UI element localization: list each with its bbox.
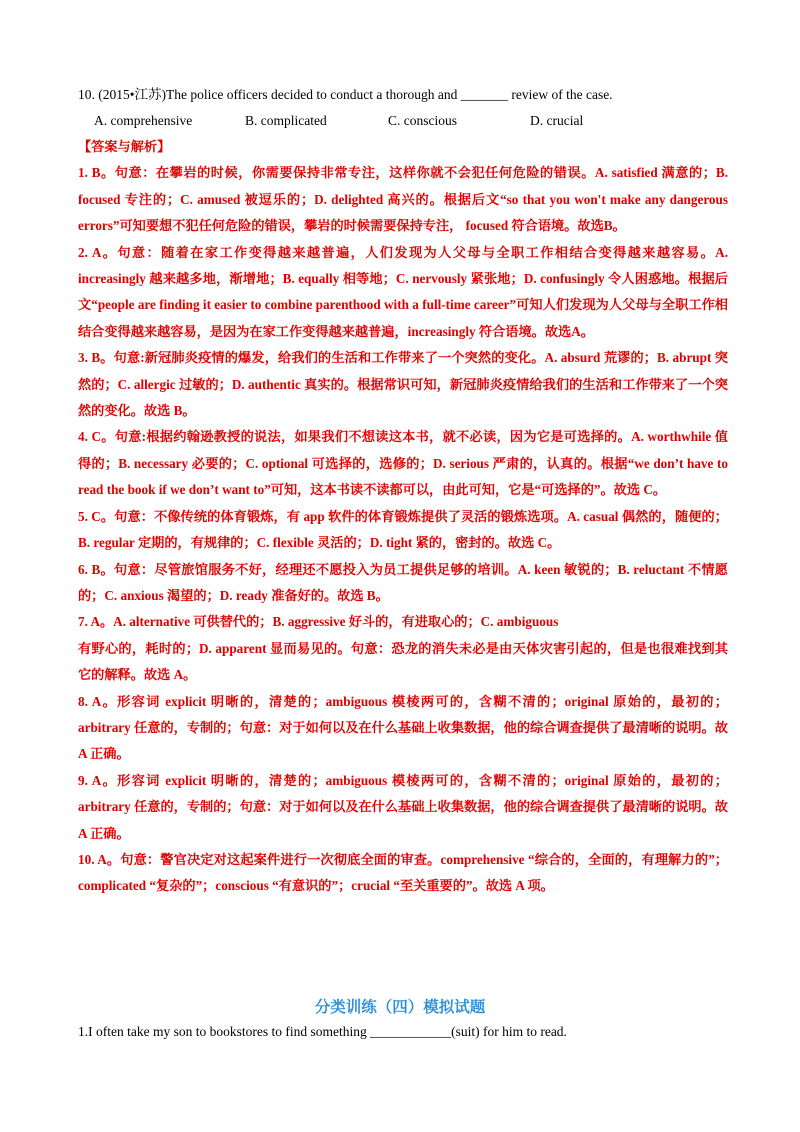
section-title: 分类训练（四）模拟试题 bbox=[314, 998, 486, 1016]
answer-heading: 【答案与解析】 bbox=[78, 139, 171, 154]
answer-item-10: 10. A。句意：警官决定对这起案件进行一次彻底全面的审查。comprehensive “综合的，全面的，有理解力的”；complicated “复杂的”；conscious “有意识的”；crucial “至关重要的”。故选 A 项。 bbox=[78, 851, 728, 894]
answer-item-9: 9. A。形容词 explicit 明晰的，清楚的；ambiguous 模棱两可的，含糊不清的；original 原始的，最初的；arbitrary 任意的，专制的；句意：对于如何以及在什么基础上收集数据，他的综合调查提供了最清晰的说明。故 A 正确。 bbox=[78, 772, 728, 841]
next-question-1: 1.I often take my son to bookstores to find something ____________(suit) for him to read. bbox=[78, 1024, 567, 1039]
answer-item-5: 5. C。句意：不像传统的体育锻炼，有 app 软件的体育锻炼提供了灵活的锻炼选项。A. casual 偶然的，随便的；B. regular 定期的，有规律的；C. flexible 灵活的；D. tight 紧的，密封的。故选 C。 bbox=[78, 508, 728, 551]
question-10-stem: 10. (2015•江苏)The police officers decided to conduct a thorough and _______ review of the case. bbox=[78, 87, 613, 102]
answer-item-4: 4. C。句意:根据约翰逊教授的说法，如果我们不想读这本书，就不必读，因为它是可选择的。A. worthwhile 值得的；B. necessary 必要的；C. optional 可选择的，选修的；D. serious 严肃的，认真的。根据“we don’t have to read the book if we don’t want to”可知，这本书读不读都可以，由此可知，它是“可选择的”。故选 C。 bbox=[78, 429, 728, 498]
option-a: A. comprehensive bbox=[94, 113, 193, 128]
option-c: C. conscious bbox=[388, 113, 457, 128]
answer-explanations bbox=[78, 134, 728, 900]
option-b: B. complicated bbox=[245, 113, 327, 128]
answer-item-8: 8. A。形容词 explicit 明晰的，清楚的；ambiguous 模棱两可的，含糊不清的；original 原始的，最初的；arbitrary 任意的，专制的；句意：对于如何以及在什么基础上收集数据，他的综合调查提供了最清晰的说明。故 A 正确。 bbox=[78, 693, 728, 762]
answer-item-3: 3. B。句意:新冠肺炎疫情的爆发，给我们的生活和工作带来了一个突然的变化。A. absurd 荒谬的；B. abrupt 突然的；C. allergic 过敏的；D. authentic 真实的。根据常识可知，新冠肺炎疫情给我们的生活和工作带来了一个突然的变化。故选 B。 bbox=[78, 350, 728, 419]
answer-item-2: 2. A。句意：随着在家工作变得越来越普遍，人们发现为人父母与全职工作相结合变得越来越容易。A. increasingly 越来越多地，渐增地；B. equally 相等地；C. nervously 紧张地；D. confusingly 令人困惑地。根据后文“people are finding it easier to combine parenthood with a full-time career”可知人们发现为人父母与全职工作相结合变得越来越容易，是因为在家工作变得越来越普遍，increasingly 符合语境。故选A。 bbox=[78, 244, 728, 339]
option-d: D. crucial bbox=[530, 113, 584, 128]
answer-item-6: 6. B。句意：尽管旅馆服务不好，经理还不愿投入为员工提供足够的培训。A. keen 敏锐的；B. reluctant 不情愿的；C. anxious 渴望的；D. ready 准备好的。故选 B。 bbox=[78, 561, 728, 603]
answer-item-1: 1. B。句意：在攀岩的时候，你需要保持非常专注，这样你就不会犯任何危险的错误。A. satisfied 满意的；B. focused 专注的；C. amused 被逗乐的；D. delighted 高兴的。根据后文“so that you won't make any dangerous errors”可知要想不犯任何危险的错误，攀岩的时候需要保持专注， focused 符合语境。故选B。 bbox=[78, 165, 728, 234]
answer-item-7: 7. A。A. alternative 可供替代的；B. aggressive 好斗的，有进取心的；C. ambiguous 有野心的，耗时的；D. apparent 显而易见的。句意：恐龙的消失未必是由天体灾害引起的，但是也很难找到其它的解释。故选 A。 bbox=[78, 614, 728, 683]
